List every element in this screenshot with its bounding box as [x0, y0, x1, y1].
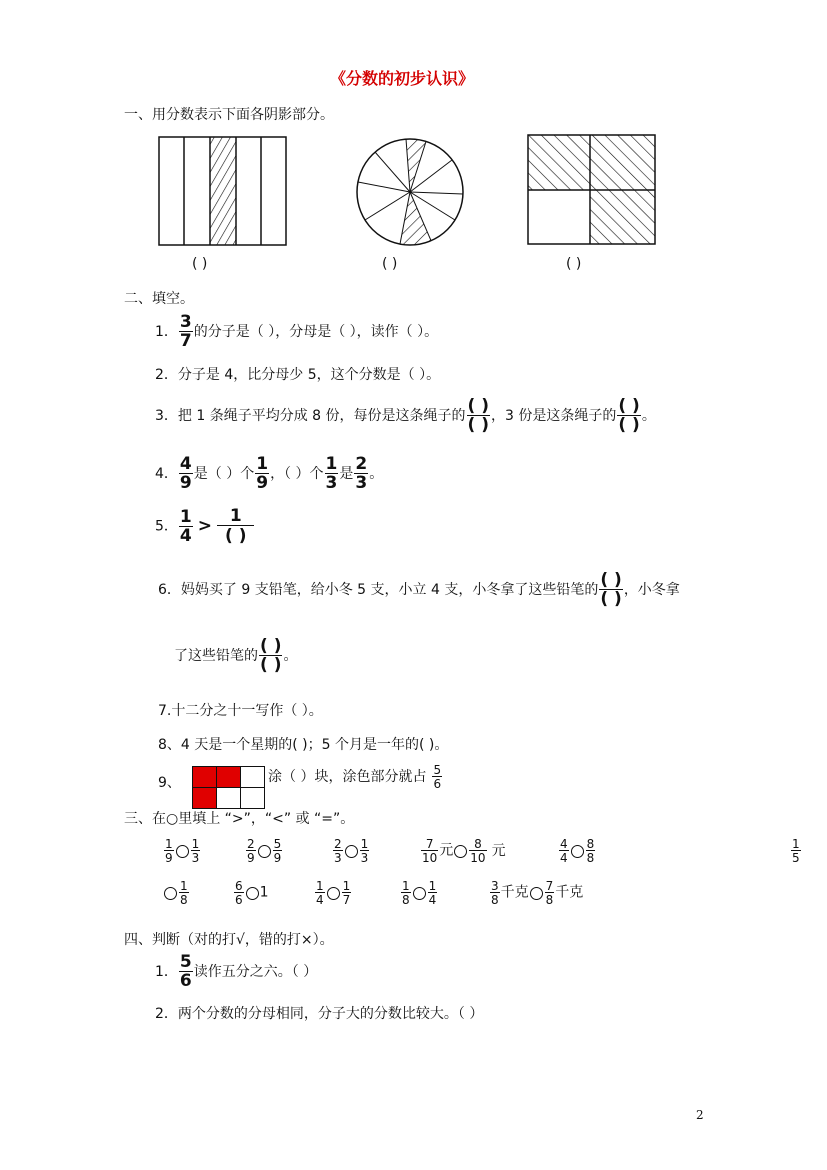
compare-item-overflow: $\frac{1}{5}$ — [792, 837, 800, 865]
grid-cell-red — [193, 767, 217, 788]
compare-item: $\frac{1}{8}$ — [163, 880, 190, 906]
compare-circle[interactable] — [176, 845, 189, 858]
compare-item: $\frac{3}{8}$ 千克 $\frac{7}{8}$ 千克 — [491, 879, 584, 907]
section-3-heading: 三、在○里填上 “>”，“<” 或 “=”。 — [124, 811, 355, 827]
grid-cell — [217, 788, 241, 809]
compare-item: $\frac{2}{3}$ $\frac{1}{3}$ — [334, 837, 369, 865]
compare-circle[interactable] — [345, 845, 358, 858]
answer-paren-1[interactable]: ( ) — [192, 256, 208, 272]
q-text: 。 — [641, 408, 656, 424]
compare-item: $\frac{2}{9}$ $\frac{5}{9}$ — [247, 837, 282, 865]
compare-circle[interactable] — [164, 887, 177, 900]
figure-striped-rectangle — [158, 136, 288, 248]
compare-item: $\frac{1}{8}$ $\frac{1}{4}$ — [402, 879, 437, 907]
compare-circle[interactable] — [454, 845, 467, 858]
section-1-heading: 一、用分数表示下面各阴影部分。 — [124, 107, 334, 123]
coloring-grid — [192, 766, 265, 809]
grid-cell-red — [193, 788, 217, 809]
question-2-9: 涂（ ）块，涂色部分就占 $\frac{5}{6}$ — [268, 763, 442, 791]
compare-circle[interactable] — [246, 887, 259, 900]
compare-item: $\frac{1}{9}$ $\frac{1}{3}$ — [165, 837, 200, 865]
question-2-7: 7.十二分之十一写作（ ）。 — [158, 703, 323, 719]
compare-item: $\frac{6}{6}$ 1 — [235, 879, 269, 907]
q-text: 3．把 1 条绳子平均分成 8 份，每份是这条绳子的 — [155, 408, 466, 424]
page-title: 《分数的初步认识》 — [330, 69, 475, 88]
compare-circle[interactable] — [327, 887, 340, 900]
grid-cell — [241, 767, 265, 788]
blank-fraction: ( ) ( ) — [618, 396, 640, 435]
page-number: 2 — [696, 1108, 704, 1122]
question-2-9-number: 9、 — [158, 775, 181, 791]
compare-circle[interactable] — [571, 845, 584, 858]
grid-cell — [241, 788, 265, 809]
question-4-1: 1． $\frac{5}{6}$ 读作五分之六。（ ） — [155, 952, 318, 991]
answer-paren-2[interactable]: ( ) — [382, 256, 398, 272]
blank-fraction: ( ) ( ) — [467, 396, 489, 435]
figure-divided-circle — [352, 136, 468, 252]
fraction: $\frac{3}{7}$ — [179, 312, 192, 351]
compare-item: $\frac{4}{4}$ $\frac{8}{8}$ — [560, 837, 595, 865]
question-2-3 — [155, 398, 656, 434]
question-2-6-line-2: 了这些铅笔的 ( ) ( ) 。 — [174, 636, 298, 675]
question-2-6-line-1: 6．妈妈买了 9 支铅笔，给小冬 5 支，小立 4 支，小冬拿了这些铅笔的 ( ) ( ) ，小冬拿 — [158, 570, 680, 609]
section-2-heading: 二、填空。 — [124, 291, 194, 307]
question-2-8: 8、4 天是一个星期的( )；5 个月是一年的( )。 — [158, 737, 449, 753]
question-2-2: 2．分子是 4，比分母少 5，这个分数是（ ）。 — [155, 367, 441, 383]
question-2-5: 5． $\frac{1}{4}$ > 1 ( ) — [155, 508, 255, 545]
compare-circle[interactable] — [530, 887, 543, 900]
compare-item: $\frac{1}{4}$ $\frac{1}{7}$ — [316, 879, 351, 907]
question-2-1 — [155, 314, 438, 350]
question-2-4: 4． $\frac{4}{9}$ 是（ ）个 $\frac{1}{9}$ ，（ ）个 $\frac{1}{3}$ 是 $\frac{2}{3}$ 。 — [155, 454, 384, 493]
compare-circle[interactable] — [413, 887, 426, 900]
section-4-heading: 四、判断（对的打√，错的打×）。 — [124, 932, 334, 948]
grid-cell-red — [217, 767, 241, 788]
figure-quartered-rectangle — [527, 134, 657, 246]
q-text: ，3 份是这条绳子的 — [491, 408, 617, 424]
compare-item: $\frac{7}{10}$ 元 $\frac{8}{10}$ 元 — [422, 837, 506, 865]
question-4-2: 2．两个分数的分母相同，分子大的分数比较大。（ ） — [155, 1006, 484, 1022]
compare-circle[interactable] — [258, 845, 271, 858]
q-number: 1． — [155, 324, 178, 340]
answer-paren-3[interactable]: ( ) — [566, 256, 582, 272]
q-text: 的分子是（ ），分母是（ ），读作（ ）。 — [193, 324, 439, 340]
